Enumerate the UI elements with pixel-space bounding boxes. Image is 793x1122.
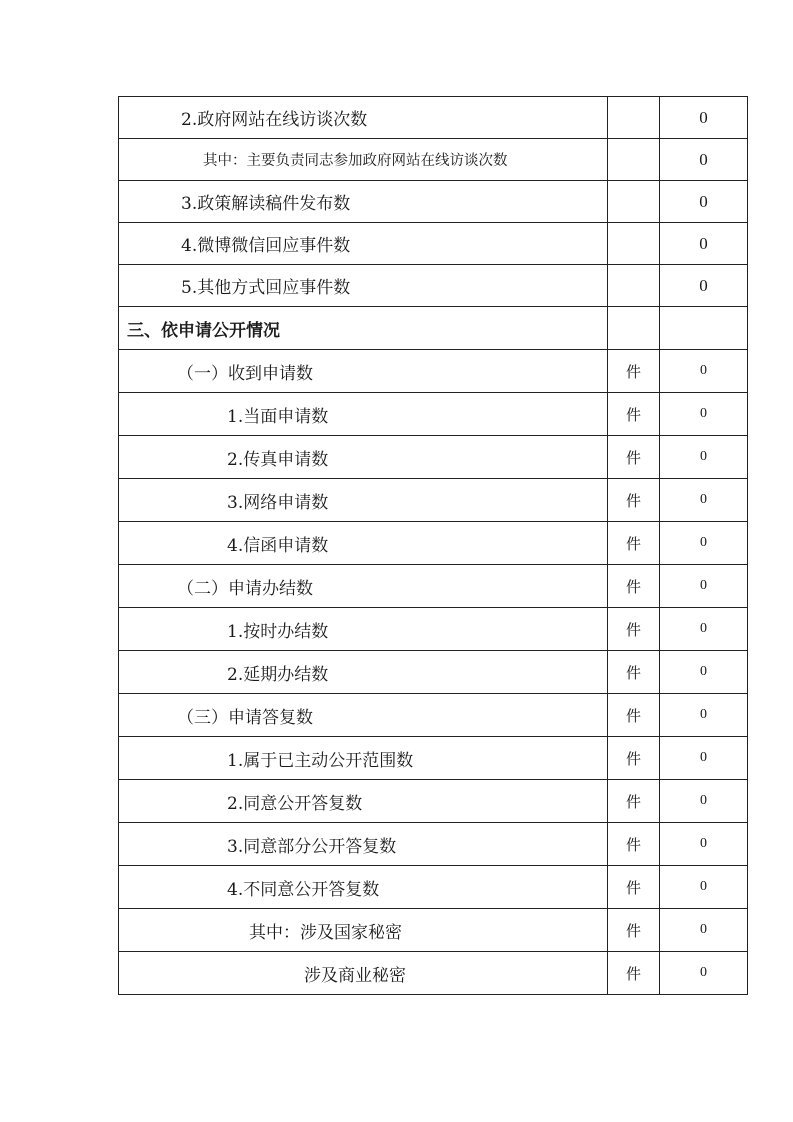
row-unit: 件 [608, 909, 660, 952]
row-label: 3.网络申请数 [119, 479, 608, 522]
table-row [119, 694, 748, 737]
row-label: 2.同意公开答复数 [119, 780, 608, 823]
statistics-table [118, 96, 748, 995]
table-row [119, 479, 748, 522]
row-value: 0 [660, 436, 748, 479]
row-unit: 件 [608, 823, 660, 866]
table-row [119, 651, 748, 694]
table-row [119, 265, 748, 307]
row-value: 0 [660, 651, 748, 694]
row-value: 0 [660, 350, 748, 393]
row-unit: 件 [608, 780, 660, 823]
row-unit [608, 223, 660, 265]
row-label: （二）申请办结数 [119, 565, 608, 608]
row-label: 3.政策解读稿件发布数 [119, 181, 608, 223]
table-row [119, 952, 748, 995]
row-unit: 件 [608, 350, 660, 393]
section-header-row [119, 307, 748, 350]
table-row [119, 565, 748, 608]
row-value: 0 [660, 223, 748, 265]
row-unit: 件 [608, 866, 660, 909]
table-row [119, 393, 748, 436]
row-label: 2.延期办结数 [119, 651, 608, 694]
row-label: 2.政府网站在线访谈次数 [119, 97, 608, 139]
row-unit [608, 181, 660, 223]
row-value: 0 [660, 952, 748, 995]
table-row [119, 866, 748, 909]
table-row [119, 780, 748, 823]
row-unit: 件 [608, 522, 660, 565]
row-label: 4.信函申请数 [119, 522, 608, 565]
row-value: 0 [660, 823, 748, 866]
row-label: 3.同意部分公开答复数 [119, 823, 608, 866]
table-row [119, 181, 748, 223]
row-value: 0 [660, 265, 748, 307]
row-value: 0 [660, 608, 748, 651]
row-label: 其中：主要负责同志参加政府网站在线访谈次数 [119, 139, 608, 181]
row-unit [608, 307, 660, 350]
table-row [119, 97, 748, 139]
row-value: 0 [660, 565, 748, 608]
row-value: 0 [660, 393, 748, 436]
row-unit [608, 265, 660, 307]
row-label: 2.传真申请数 [119, 436, 608, 479]
row-unit: 件 [608, 479, 660, 522]
row-unit: 件 [608, 737, 660, 780]
row-value: 0 [660, 479, 748, 522]
table-row [119, 608, 748, 651]
row-value: 0 [660, 737, 748, 780]
row-value: 0 [660, 97, 748, 139]
table-row [119, 909, 748, 952]
row-value: 0 [660, 909, 748, 952]
row-unit: 件 [608, 436, 660, 479]
row-value [660, 307, 748, 350]
row-value: 0 [660, 866, 748, 909]
section-title: 三、依申请公开情况 [119, 307, 608, 350]
row-value: 0 [660, 694, 748, 737]
row-unit: 件 [608, 651, 660, 694]
row-unit: 件 [608, 565, 660, 608]
row-unit: 件 [608, 393, 660, 436]
row-label: 5.其他方式回应事件数 [119, 265, 608, 307]
table-row [119, 223, 748, 265]
row-unit [608, 139, 660, 181]
row-value: 0 [660, 780, 748, 823]
row-label: 4.不同意公开答复数 [119, 866, 608, 909]
row-label: 涉及商业秘密 [119, 952, 608, 995]
table-row [119, 823, 748, 866]
row-unit: 件 [608, 608, 660, 651]
table-row [119, 350, 748, 393]
row-value: 0 [660, 522, 748, 565]
row-label: 4.微博微信回应事件数 [119, 223, 608, 265]
table-row [119, 139, 748, 181]
row-label: 1.属于已主动公开范围数 [119, 737, 608, 780]
table-row [119, 737, 748, 780]
row-unit: 件 [608, 952, 660, 995]
row-value: 0 [660, 139, 748, 181]
row-label: （三）申请答复数 [119, 694, 608, 737]
table-row [119, 522, 748, 565]
table-row [119, 436, 748, 479]
row-label: （一）收到申请数 [119, 350, 608, 393]
row-label: 1.当面申请数 [119, 393, 608, 436]
row-unit: 件 [608, 694, 660, 737]
row-unit [608, 97, 660, 139]
row-label: 1.按时办结数 [119, 608, 608, 651]
row-value: 0 [660, 181, 748, 223]
row-label: 其中：涉及国家秘密 [119, 909, 608, 952]
